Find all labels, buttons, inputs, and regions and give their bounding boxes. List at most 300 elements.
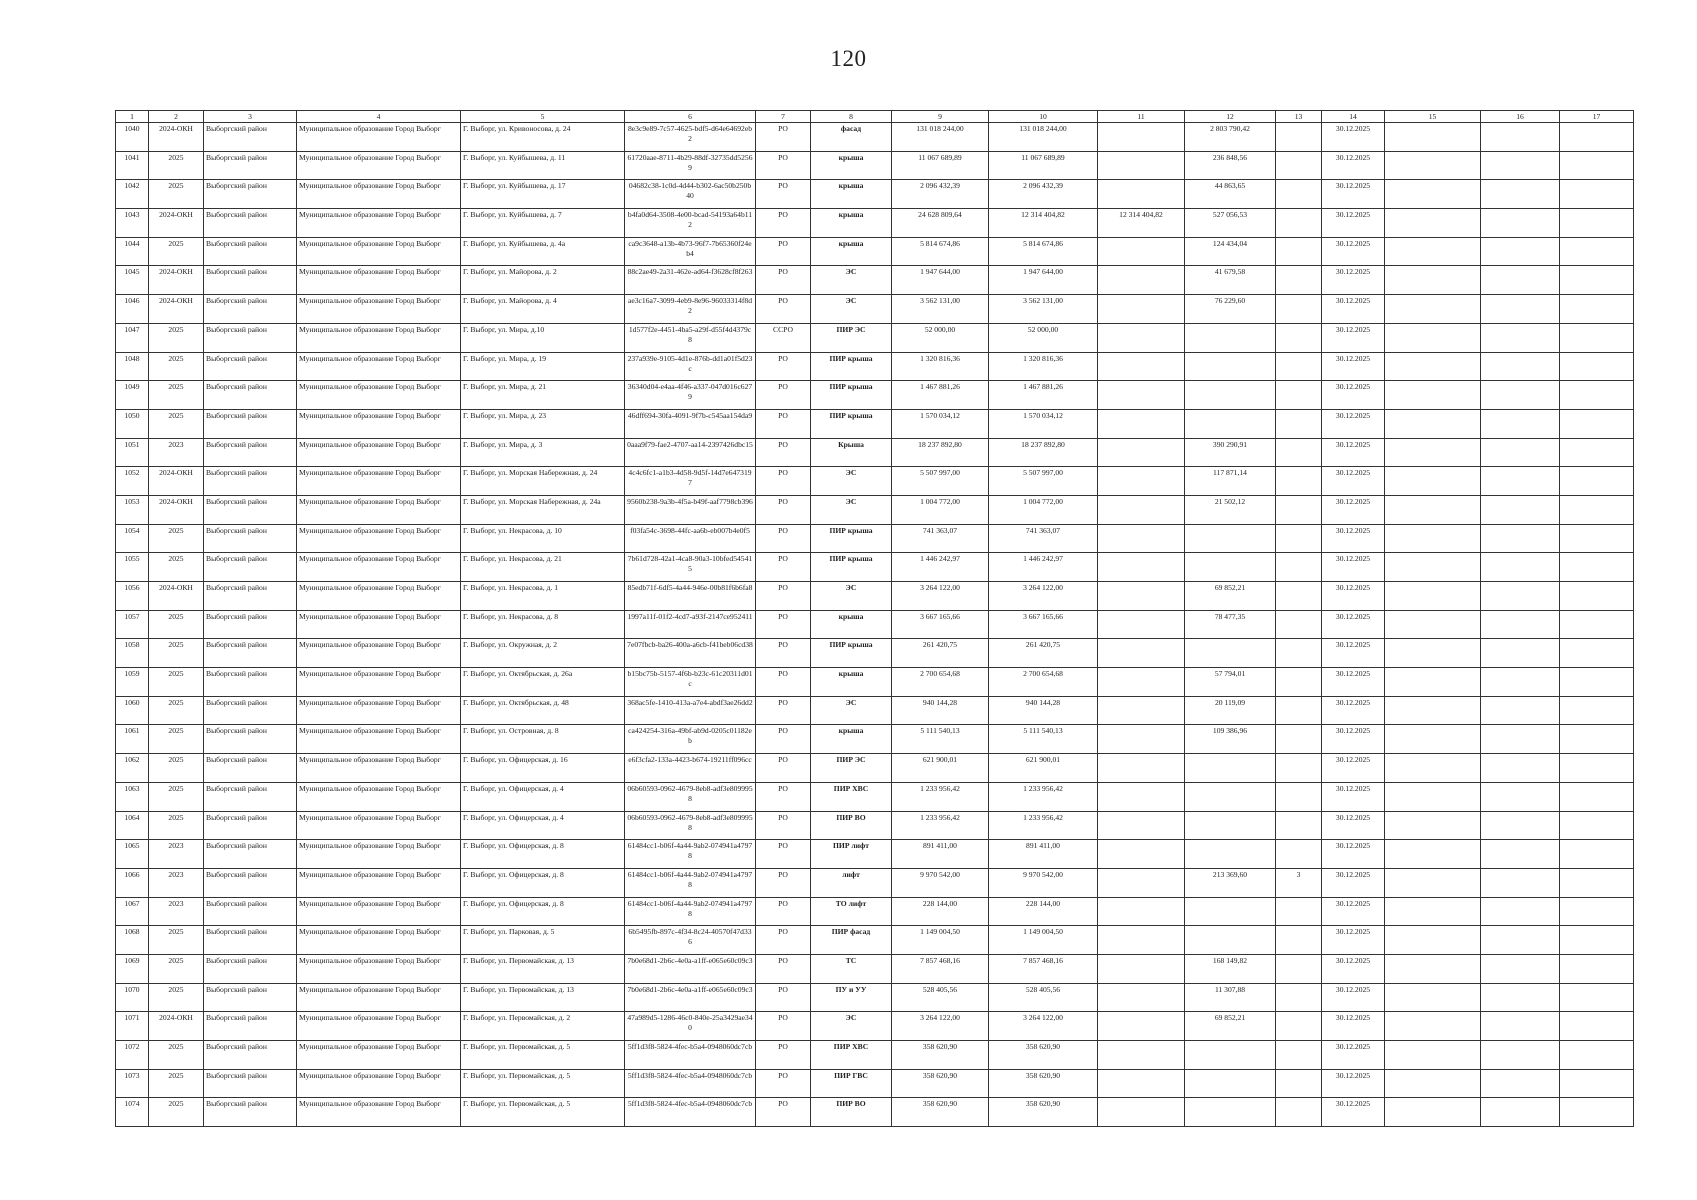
cell-row-number: 1063 <box>116 782 149 811</box>
cell-work-type: крыша <box>811 237 892 266</box>
cell-total-cost: 621 900,01 <box>892 754 989 783</box>
cell-district: Выборгский район <box>204 782 297 811</box>
cell-program-year: 2024-ОКН <box>149 209 204 238</box>
cell-col-13 <box>1276 180 1322 209</box>
cell-municipality: Муниципальное образование Город Выборг <box>297 782 461 811</box>
cell-cost-fund: 3 562 131,00 <box>989 295 1098 324</box>
cell-program-year: 2025 <box>149 524 204 553</box>
cell-program-year: 2023 <box>149 868 204 897</box>
cell-house-guid: 5ff1d3f8-5824-4fec-b5a4-0948060dc7cb <box>625 1098 756 1127</box>
table-row <box>116 123 1634 152</box>
cell-col-16 <box>1481 639 1560 668</box>
cell-deadline: 30.12.2025 <box>1322 553 1385 582</box>
cell-col-13 <box>1276 553 1322 582</box>
cell-row-number: 1049 <box>116 381 149 410</box>
cell-fee-amount: 236 848,56 <box>1185 151 1276 180</box>
cell-house-guid: b4fa0d64-3508-4e00-bcad-54193a64b112 <box>625 209 756 238</box>
cell-row-number: 1066 <box>116 868 149 897</box>
cell-total-cost: 1 947 644,00 <box>892 266 989 295</box>
cell-work-type: ЭС <box>811 696 892 725</box>
cell-house-guid: 1997a11f-01f2-4cd7-a93f-2147ce952411 <box>625 610 756 639</box>
cell-program-year: 2024-ОКН <box>149 582 204 611</box>
cell-cost-fund: 1 233 956,42 <box>989 811 1098 840</box>
cell-total-cost: 1 149 004,50 <box>892 926 989 955</box>
cell-deadline: 30.12.2025 <box>1322 897 1385 926</box>
cell-row-number: 1071 <box>116 1012 149 1041</box>
cell-fund-type: РО <box>756 495 811 524</box>
cell-col-13 <box>1276 668 1322 697</box>
cell-total-cost: 358 620,90 <box>892 1041 989 1070</box>
cell-cost-fund: 358 620,90 <box>989 1098 1098 1127</box>
cell-deadline: 30.12.2025 <box>1322 381 1385 410</box>
cell-municipality: Муниципальное образование Город Выборг <box>297 209 461 238</box>
cell-house-guid: 47a989d5-1286-46c0-840e-25a3429ae340 <box>625 1012 756 1041</box>
cell-address: Г. Выборг, ул. Первомайская, д. 2 <box>461 1012 625 1041</box>
cell-total-cost: 2 700 654,68 <box>892 668 989 697</box>
cell-col-16 <box>1481 868 1560 897</box>
cell-col-13 <box>1276 696 1322 725</box>
cell-col-13 <box>1276 495 1322 524</box>
cell-cost-other <box>1098 926 1185 955</box>
cell-municipality: Муниципальное образование Город Выборг <box>297 438 461 467</box>
cell-district: Выборгский район <box>204 754 297 783</box>
cell-program-year: 2025 <box>149 639 204 668</box>
cell-municipality: Муниципальное образование Город Выборг <box>297 610 461 639</box>
cell-row-number: 1057 <box>116 610 149 639</box>
cell-cost-other <box>1098 639 1185 668</box>
cell-work-type: ЭС <box>811 295 892 324</box>
cell-row-number: 1043 <box>116 209 149 238</box>
cell-house-guid: 61484cc1-b06f-4a44-9ab2-074941a47978 <box>625 868 756 897</box>
cell-fee-amount: 390 290,91 <box>1185 438 1276 467</box>
cell-cost-fund: 528 405,56 <box>989 983 1098 1012</box>
cell-fund-type: РО <box>756 811 811 840</box>
column-header: 3 <box>204 111 297 123</box>
cell-cost-fund: 7 857 468,16 <box>989 954 1098 983</box>
cell-fund-type: РО <box>756 209 811 238</box>
cell-cost-fund: 5 111 540,13 <box>989 725 1098 754</box>
cell-col-17 <box>1560 323 1634 352</box>
cell-house-guid: ca424254-316a-49bf-ab9d-0205c01182eb <box>625 725 756 754</box>
cell-district: Выборгский район <box>204 237 297 266</box>
cell-address: Г. Выборг, ул. Куйбышева, д. 11 <box>461 151 625 180</box>
cell-house-guid: 5ff1d3f8-5824-4fec-b5a4-0948060dc7cb <box>625 1041 756 1070</box>
cell-address: Г. Выборг, ул. Морская Набережная, д. 24а <box>461 495 625 524</box>
cell-col-13 <box>1276 467 1322 496</box>
cell-house-guid: 7b0e68d1-2b6c-4e0a-a1ff-e065e60c09c3 <box>625 983 756 1012</box>
cell-total-cost: 940 144,28 <box>892 696 989 725</box>
cell-address: Г. Выборг, ул. Мира, д.10 <box>461 323 625 352</box>
column-header: 13 <box>1276 111 1322 123</box>
cell-fee-amount <box>1185 1098 1276 1127</box>
cell-fund-type: РО <box>756 295 811 324</box>
cell-house-guid: f03fa54c-3698-44fc-aa6b-eb007b4e0f5 <box>625 524 756 553</box>
column-header: 2 <box>149 111 204 123</box>
table-body <box>116 111 1634 1127</box>
cell-fund-type: РО <box>756 266 811 295</box>
table-row <box>116 352 1634 381</box>
cell-cost-other <box>1098 954 1185 983</box>
cell-work-type: крыша <box>811 610 892 639</box>
cell-col-16 <box>1481 409 1560 438</box>
table-row <box>116 209 1634 238</box>
cell-deadline: 30.12.2025 <box>1322 524 1385 553</box>
cell-program-year: 2025 <box>149 352 204 381</box>
cell-program-year: 2025 <box>149 180 204 209</box>
column-header: 8 <box>811 111 892 123</box>
cell-house-guid: 04682c38-1c0d-4d44-b302-6ac50b250b40 <box>625 180 756 209</box>
cell-deadline: 30.12.2025 <box>1322 409 1385 438</box>
cell-district: Выборгский район <box>204 582 297 611</box>
cell-col-16 <box>1481 1098 1560 1127</box>
cell-col-17 <box>1560 926 1634 955</box>
cell-fund-type: РО <box>756 1041 811 1070</box>
cell-cost-other <box>1098 1069 1185 1098</box>
cell-cost-other <box>1098 840 1185 869</box>
cell-address: Г. Выборг, ул. Первомайская, д. 13 <box>461 983 625 1012</box>
cell-col-13 <box>1276 954 1322 983</box>
cell-col-16 <box>1481 926 1560 955</box>
cell-deadline: 30.12.2025 <box>1322 295 1385 324</box>
cell-cost-fund: 228 144,00 <box>989 897 1098 926</box>
cell-row-number: 1054 <box>116 524 149 553</box>
cell-cost-fund: 1 233 956,42 <box>989 782 1098 811</box>
column-header: 4 <box>297 111 461 123</box>
cell-work-type: ПИР крыша <box>811 524 892 553</box>
cell-work-type: ПУ и УУ <box>811 983 892 1012</box>
cell-house-guid: 6b5495fb-897c-4f34-8c24-40570f47d336 <box>625 926 756 955</box>
cell-col-15 <box>1385 696 1481 725</box>
cell-program-year: 2023 <box>149 840 204 869</box>
column-header: 16 <box>1481 111 1560 123</box>
cell-fee-amount: 21 502,12 <box>1185 495 1276 524</box>
cell-col-16 <box>1481 151 1560 180</box>
cell-col-13 <box>1276 811 1322 840</box>
cell-deadline: 30.12.2025 <box>1322 266 1385 295</box>
cell-cost-other <box>1098 381 1185 410</box>
cell-address: Г. Выборг, ул. Первомайская, д. 5 <box>461 1098 625 1127</box>
cell-total-cost: 131 018 244,00 <box>892 123 989 152</box>
cell-work-type: крыша <box>811 725 892 754</box>
cell-col-16 <box>1481 467 1560 496</box>
table-row <box>116 438 1634 467</box>
cell-house-guid: ca9c3648-a13b-4b73-96f7-7b65360f24eb4 <box>625 237 756 266</box>
cell-municipality: Муниципальное образование Город Выборг <box>297 237 461 266</box>
cell-municipality: Муниципальное образование Город Выборг <box>297 639 461 668</box>
cell-col-17 <box>1560 467 1634 496</box>
cell-house-guid: 237a939e-9105-4d1e-876b-dd1a01f5d23c <box>625 352 756 381</box>
cell-col-16 <box>1481 209 1560 238</box>
cell-col-15 <box>1385 524 1481 553</box>
cell-col-17 <box>1560 639 1634 668</box>
cell-deadline: 30.12.2025 <box>1322 582 1385 611</box>
cell-total-cost: 358 620,90 <box>892 1098 989 1127</box>
cell-fee-amount: 69 852,21 <box>1185 582 1276 611</box>
cell-col-13 <box>1276 1041 1322 1070</box>
cell-total-cost: 5 507 997,00 <box>892 467 989 496</box>
cell-house-guid: 7b61d728-42a1-4ca8-90a3-10bfed545415 <box>625 553 756 582</box>
cell-col-13 <box>1276 295 1322 324</box>
cell-col-17 <box>1560 1098 1634 1127</box>
table-row <box>116 323 1634 352</box>
cell-col-17 <box>1560 840 1634 869</box>
cell-total-cost: 1 233 956,42 <box>892 811 989 840</box>
cell-district: Выборгский район <box>204 610 297 639</box>
cell-fund-type: РО <box>756 725 811 754</box>
cell-col-16 <box>1481 295 1560 324</box>
cell-col-15 <box>1385 237 1481 266</box>
cell-total-cost: 3 562 131,00 <box>892 295 989 324</box>
cell-cost-other <box>1098 983 1185 1012</box>
cell-work-type: ПИР ГВС <box>811 1069 892 1098</box>
cell-work-type: крыша <box>811 668 892 697</box>
cell-col-17 <box>1560 696 1634 725</box>
cell-address: Г. Выборг, ул. Офицерская, д. 8 <box>461 868 625 897</box>
cell-work-type: ЭС <box>811 582 892 611</box>
cell-col-15 <box>1385 209 1481 238</box>
cell-program-year: 2024-ОКН <box>149 1012 204 1041</box>
cell-house-guid: 5ff1d3f8-5824-4fec-b5a4-0948060dc7cb <box>625 1069 756 1098</box>
cell-deadline: 30.12.2025 <box>1322 840 1385 869</box>
cell-district: Выборгский район <box>204 123 297 152</box>
cell-cost-fund: 3 667 165,66 <box>989 610 1098 639</box>
cell-cost-other <box>1098 467 1185 496</box>
cell-total-cost: 24 628 809,64 <box>892 209 989 238</box>
cell-address: Г. Выборг, ул. Первомайская, д. 5 <box>461 1069 625 1098</box>
cell-municipality: Муниципальное образование Город Выборг <box>297 524 461 553</box>
cell-cost-other <box>1098 696 1185 725</box>
cell-fee-amount: 78 477,35 <box>1185 610 1276 639</box>
cell-col-16 <box>1481 237 1560 266</box>
cell-col-15 <box>1385 1041 1481 1070</box>
cell-col-15 <box>1385 983 1481 1012</box>
cell-col-15 <box>1385 553 1481 582</box>
cell-work-type: ПИР ВО <box>811 811 892 840</box>
cell-fund-type: РО <box>756 151 811 180</box>
cell-cost-fund: 940 144,28 <box>989 696 1098 725</box>
cell-work-type: ПИР крыша <box>811 409 892 438</box>
cell-municipality: Муниципальное образование Город Выборг <box>297 323 461 352</box>
table-row <box>116 782 1634 811</box>
cell-municipality: Муниципальное образование Город Выборг <box>297 1041 461 1070</box>
cell-district: Выборгский район <box>204 323 297 352</box>
cell-address: Г. Выборг, ул. Окружная, д. 2 <box>461 639 625 668</box>
cell-address: Г. Выборг, ул. Майорова, д. 2 <box>461 266 625 295</box>
cell-municipality: Муниципальное образование Город Выборг <box>297 868 461 897</box>
cell-district: Выборгский район <box>204 725 297 754</box>
cell-fund-type: РО <box>756 1069 811 1098</box>
cell-address: Г. Выборг, ул. Куйбышева, д. 4а <box>461 237 625 266</box>
cell-municipality: Муниципальное образование Город Выборг <box>297 295 461 324</box>
cell-col-13 <box>1276 237 1322 266</box>
cell-fee-amount: 109 386,96 <box>1185 725 1276 754</box>
cell-row-number: 1042 <box>116 180 149 209</box>
cell-address: Г. Выборг, ул. Мира, д. 21 <box>461 381 625 410</box>
cell-municipality: Муниципальное образование Город Выборг <box>297 725 461 754</box>
cell-fee-amount <box>1185 639 1276 668</box>
cell-cost-other <box>1098 409 1185 438</box>
cell-fund-type: РО <box>756 180 811 209</box>
cell-row-number: 1065 <box>116 840 149 869</box>
cell-work-type: ЭС <box>811 266 892 295</box>
cell-col-17 <box>1560 352 1634 381</box>
cell-row-number: 1056 <box>116 582 149 611</box>
cell-fund-type: РО <box>756 639 811 668</box>
cell-municipality: Муниципальное образование Город Выборг <box>297 495 461 524</box>
cell-col-17 <box>1560 1041 1634 1070</box>
cell-col-15 <box>1385 495 1481 524</box>
cell-district: Выборгский район <box>204 495 297 524</box>
cell-col-16 <box>1481 696 1560 725</box>
cell-fee-amount <box>1185 840 1276 869</box>
cell-fund-type: РО <box>756 553 811 582</box>
cell-col-15 <box>1385 582 1481 611</box>
cell-deadline: 30.12.2025 <box>1322 151 1385 180</box>
cell-col-16 <box>1481 323 1560 352</box>
cell-district: Выборгский район <box>204 266 297 295</box>
cell-cost-fund: 3 264 122,00 <box>989 1012 1098 1041</box>
cell-cost-other <box>1098 1098 1185 1127</box>
cell-program-year: 2025 <box>149 696 204 725</box>
cell-row-number: 1060 <box>116 696 149 725</box>
cell-total-cost: 7 857 468,16 <box>892 954 989 983</box>
cell-fee-amount <box>1185 811 1276 840</box>
cell-total-cost: 528 405,56 <box>892 983 989 1012</box>
cell-col-15 <box>1385 266 1481 295</box>
column-header: 15 <box>1385 111 1481 123</box>
cell-district: Выборгский район <box>204 438 297 467</box>
cell-total-cost: 228 144,00 <box>892 897 989 926</box>
cell-col-15 <box>1385 180 1481 209</box>
column-header: 17 <box>1560 111 1634 123</box>
cell-work-type: ПИР крыша <box>811 381 892 410</box>
cell-municipality: Муниципальное образование Город Выборг <box>297 1098 461 1127</box>
cell-municipality: Муниципальное образование Город Выборг <box>297 668 461 697</box>
cell-cost-other <box>1098 323 1185 352</box>
cell-program-year: 2024-ОКН <box>149 467 204 496</box>
cell-work-type: крыша <box>811 151 892 180</box>
cell-cost-fund: 358 620,90 <box>989 1069 1098 1098</box>
cell-fund-type: РО <box>756 582 811 611</box>
cell-row-number: 1068 <box>116 926 149 955</box>
table-row <box>116 295 1634 324</box>
cell-cost-other <box>1098 897 1185 926</box>
cell-total-cost: 18 237 892,80 <box>892 438 989 467</box>
cell-municipality: Муниципальное образование Город Выборг <box>297 1069 461 1098</box>
cell-col-13 <box>1276 151 1322 180</box>
cell-fee-amount: 44 863,65 <box>1185 180 1276 209</box>
cell-total-cost: 1 004 772,00 <box>892 495 989 524</box>
table-row <box>116 524 1634 553</box>
table-row <box>116 668 1634 697</box>
cell-address: Г. Выборг, ул. Парковая, д. 5 <box>461 926 625 955</box>
cell-cost-other <box>1098 495 1185 524</box>
cell-cost-other <box>1098 237 1185 266</box>
cell-municipality: Муниципальное образование Город Выборг <box>297 983 461 1012</box>
cell-address: Г. Выборг, ул. Октябрьская, д. 48 <box>461 696 625 725</box>
cell-house-guid: 7e07fbcb-ba26-400a-a6cb-f41beb06cd38 <box>625 639 756 668</box>
table-row <box>116 151 1634 180</box>
cell-district: Выборгский район <box>204 954 297 983</box>
cell-row-number: 1053 <box>116 495 149 524</box>
cell-district: Выборгский район <box>204 897 297 926</box>
cell-work-type: ПИР ХВС <box>811 1041 892 1070</box>
cell-deadline: 30.12.2025 <box>1322 954 1385 983</box>
cell-col-16 <box>1481 553 1560 582</box>
cell-cost-fund: 5 507 997,00 <box>989 467 1098 496</box>
cell-fund-type: РО <box>756 467 811 496</box>
cell-fund-type: РО <box>756 524 811 553</box>
cell-program-year: 2025 <box>149 983 204 1012</box>
cell-fund-type: ССРО <box>756 323 811 352</box>
cell-program-year: 2025 <box>149 725 204 754</box>
cell-col-13 <box>1276 409 1322 438</box>
cell-cost-fund: 261 420,75 <box>989 639 1098 668</box>
column-header: 9 <box>892 111 989 123</box>
cell-col-13 <box>1276 782 1322 811</box>
cell-col-17 <box>1560 524 1634 553</box>
cell-municipality: Муниципальное образование Город Выборг <box>297 696 461 725</box>
cell-row-number: 1051 <box>116 438 149 467</box>
cell-row-number: 1074 <box>116 1098 149 1127</box>
cell-house-guid: b15bc75b-5157-4f6b-b23c-61c20311d01c <box>625 668 756 697</box>
cell-cost-fund: 741 363,07 <box>989 524 1098 553</box>
cell-col-16 <box>1481 897 1560 926</box>
cell-col-17 <box>1560 295 1634 324</box>
cell-house-guid: 0aaa9f79-fae2-4707-aa14-2397426dbc15 <box>625 438 756 467</box>
cell-total-cost: 1 446 242,97 <box>892 553 989 582</box>
cell-program-year: 2024-ОКН <box>149 295 204 324</box>
cell-district: Выборгский район <box>204 1098 297 1127</box>
cell-program-year: 2025 <box>149 668 204 697</box>
cell-municipality: Муниципальное образование Город Выборг <box>297 151 461 180</box>
cell-deadline: 30.12.2025 <box>1322 180 1385 209</box>
cell-municipality: Муниципальное образование Город Выборг <box>297 811 461 840</box>
cell-col-17 <box>1560 180 1634 209</box>
cell-address: Г. Выборг, ул. Некрасова, д. 21 <box>461 553 625 582</box>
table-row <box>116 180 1634 209</box>
cell-col-15 <box>1385 1098 1481 1127</box>
cell-municipality: Муниципальное образование Город Выборг <box>297 840 461 869</box>
cell-municipality: Муниципальное образование Город Выборг <box>297 754 461 783</box>
cell-house-guid: 88c2ae49-2a31-462e-ad64-f3628cf8f263 <box>625 266 756 295</box>
cell-work-type: ПИР лифт <box>811 840 892 869</box>
cell-deadline: 30.12.2025 <box>1322 467 1385 496</box>
cell-district: Выборгский район <box>204 1012 297 1041</box>
cell-cost-other <box>1098 553 1185 582</box>
cell-work-type: крыша <box>811 180 892 209</box>
cell-col-16 <box>1481 180 1560 209</box>
cell-municipality: Муниципальное образование Город Выборг <box>297 352 461 381</box>
cell-deadline: 30.12.2025 <box>1322 782 1385 811</box>
cell-col-15 <box>1385 323 1481 352</box>
cell-cost-other <box>1098 754 1185 783</box>
cell-cost-fund: 358 620,90 <box>989 1041 1098 1070</box>
cell-row-number: 1048 <box>116 352 149 381</box>
cell-fee-amount <box>1185 553 1276 582</box>
cell-col-15 <box>1385 151 1481 180</box>
cell-municipality: Муниципальное образование Город Выборг <box>297 897 461 926</box>
cell-col-13: 3 <box>1276 868 1322 897</box>
cell-total-cost: 1 467 881,26 <box>892 381 989 410</box>
cell-cost-other <box>1098 1041 1185 1070</box>
cell-row-number: 1070 <box>116 983 149 1012</box>
cell-col-15 <box>1385 811 1481 840</box>
cell-col-17 <box>1560 1012 1634 1041</box>
cell-cost-other <box>1098 668 1185 697</box>
cell-municipality: Муниципальное образование Город Выборг <box>297 467 461 496</box>
cell-cost-fund: 1 947 644,00 <box>989 266 1098 295</box>
